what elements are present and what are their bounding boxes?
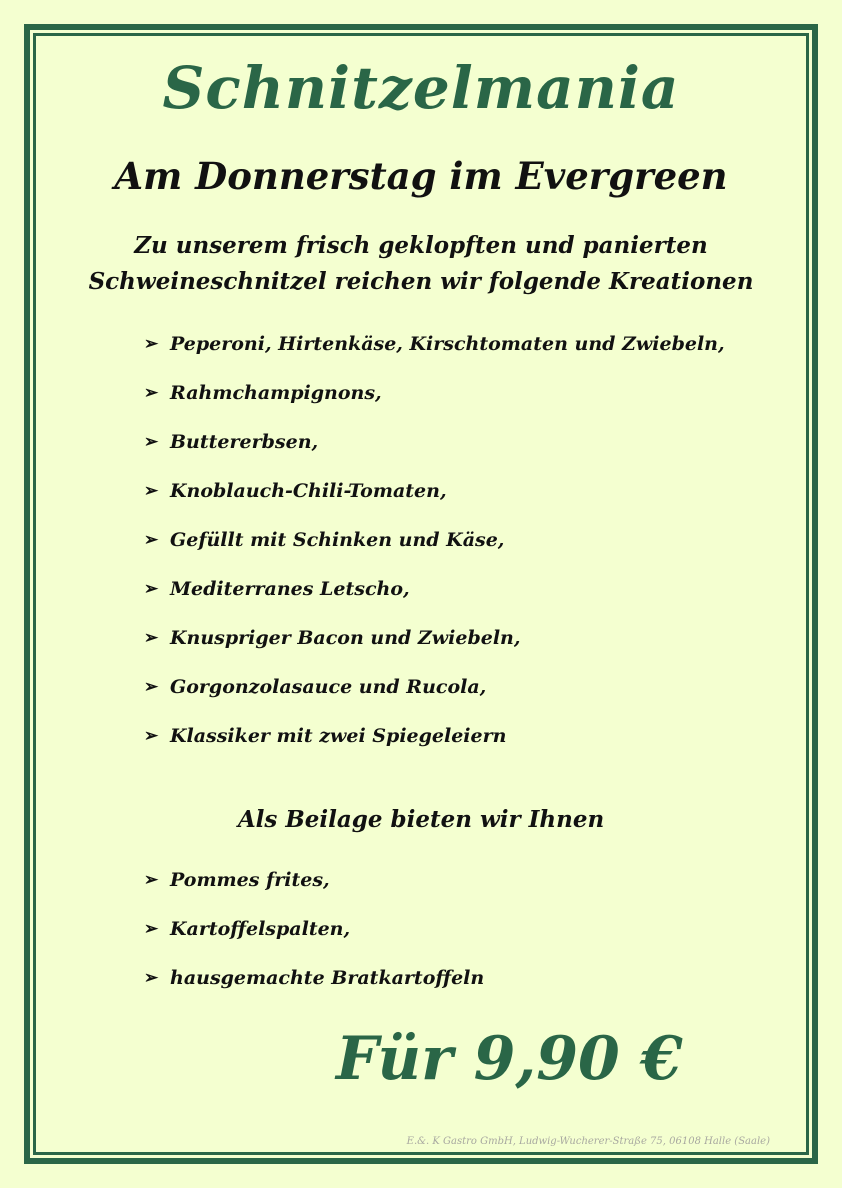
arrow-bullet-icon: ➢ <box>144 726 159 746</box>
arrow-bullet-icon: ➢ <box>144 677 159 697</box>
beilagen-list <box>144 868 484 1015</box>
arrow-bullet-icon: ➢ <box>144 919 159 939</box>
list-item: ➢ Kartoffelspalten, <box>144 918 351 940</box>
arrow-bullet-icon: ➢ <box>144 870 159 890</box>
arrow-bullet-icon: ➢ <box>144 579 159 599</box>
arrow-bullet-icon: ➢ <box>144 628 159 648</box>
intro-line-1: Zu unserem frisch geklopften und panierten <box>134 232 708 259</box>
list-item: ➢ Gorgonzolasauce und Rucola, <box>144 676 487 698</box>
menu-title: Schnitzelmania <box>162 54 680 122</box>
price-tag: Für 9,90 € <box>336 1024 683 1094</box>
list-item: ➢ Gefüllt mit Schinken und Käse, <box>144 529 505 551</box>
menu-intro <box>36 228 806 300</box>
arrow-bullet-icon: ➢ <box>144 383 159 403</box>
list-item: ➢ Rahmchampignons, <box>144 382 382 404</box>
company-footer: E.&. K Gastro GmbH, Ludwig-Wucherer-Straße 75, 06108 Halle (Saale) <box>406 1136 770 1147</box>
beilagen-heading: Als Beilage bieten wir Ihnen <box>237 806 605 833</box>
arrow-bullet-icon: ➢ <box>144 481 159 501</box>
kreationen-list <box>144 332 725 773</box>
arrow-bullet-icon: ➢ <box>144 968 159 988</box>
list-item: ➢ Mediterranes Letscho, <box>144 578 410 600</box>
menu-page <box>36 36 806 1152</box>
list-item: ➢ Pommes frites, <box>144 869 330 891</box>
list-item: ➢ hausgemachte Bratkartoffeln <box>144 967 485 989</box>
menu-subtitle: Am Donnerstag im Evergreen <box>114 154 728 198</box>
arrow-bullet-icon: ➢ <box>144 530 159 550</box>
list-item: ➢ Buttererbsen, <box>144 431 319 453</box>
arrow-bullet-icon: ➢ <box>144 432 159 452</box>
intro-line-2: Schweineschnitzel reichen wir folgende Kreationen <box>88 268 754 295</box>
arrow-bullet-icon: ➢ <box>144 334 159 354</box>
list-item: ➢ Knoblauch-Chili-Tomaten, <box>144 480 447 502</box>
list-item: ➢ Klassiker mit zwei Spiegeleiern <box>144 725 507 747</box>
list-item: ➢ Peperoni, Hirtenkäse, Kirschtomaten und Zwiebeln, <box>144 333 725 355</box>
list-item: ➢ Knuspriger Bacon und Zwiebeln, <box>144 627 521 649</box>
